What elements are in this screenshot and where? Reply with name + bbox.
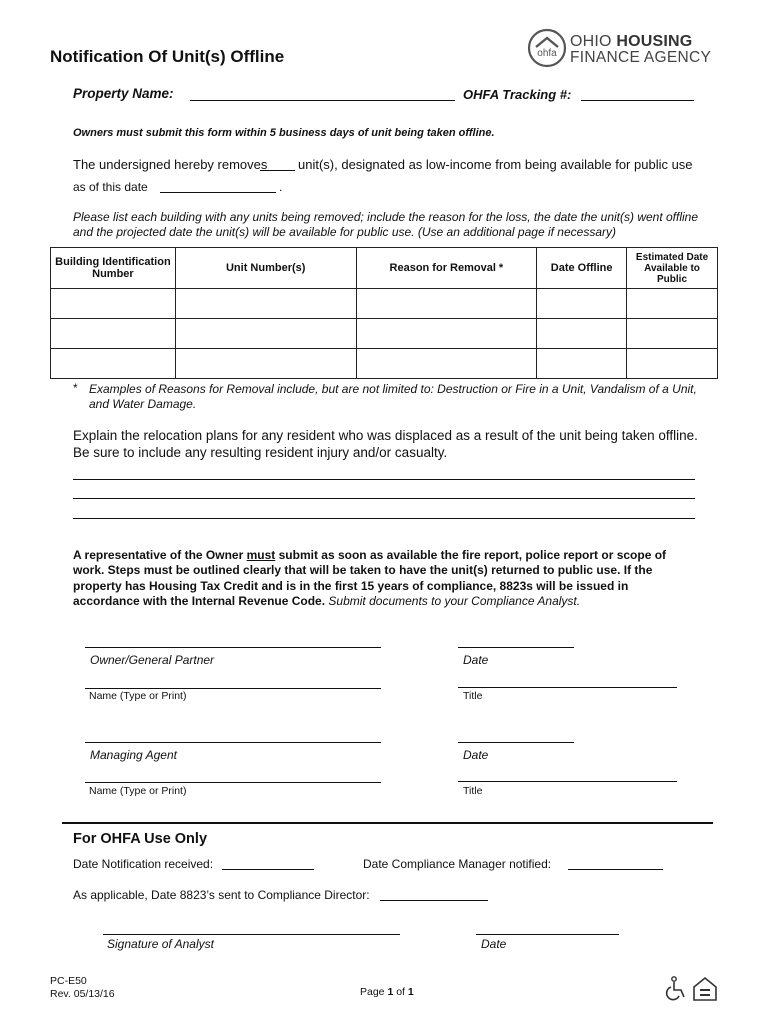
table-cell[interactable] (537, 349, 627, 379)
owner-signature-line[interactable] (85, 647, 381, 648)
table-row (51, 319, 718, 349)
owner-title-line[interactable] (458, 687, 677, 688)
table-cell[interactable] (537, 319, 627, 349)
deadline-note: Owners must submit this form within 5 business days of unit being taken offline. (73, 127, 495, 139)
owner-name-label: Name (Type or Print) (89, 690, 187, 702)
relocation-line[interactable] (73, 498, 695, 499)
revision-date: Rev. 05/13/16 (50, 988, 115, 1000)
page-number (360, 986, 414, 998)
date-compliance-manager-label: Date Compliance Manager notified: (363, 857, 552, 871)
table-cell[interactable] (627, 349, 718, 379)
owner-date-line[interactable] (458, 647, 574, 648)
period: . (279, 180, 283, 194)
analyst-signature-line[interactable] (103, 934, 400, 935)
section-divider (62, 822, 713, 824)
table-row (51, 349, 718, 379)
table-cell[interactable] (51, 289, 176, 319)
table-cell[interactable] (356, 319, 537, 349)
table-cell[interactable] (51, 319, 176, 349)
table-cell[interactable] (356, 289, 537, 319)
agent-name-line[interactable] (85, 782, 381, 783)
footer-codes (50, 975, 115, 1001)
column-header: Unit Number(s) (175, 248, 356, 289)
agent-label: Managing Agent (90, 748, 177, 762)
footer-icons (664, 975, 719, 1003)
table-row (51, 289, 718, 319)
rep-text-1: A representative of the Owner (73, 548, 247, 562)
representative-instructions (73, 548, 698, 609)
owner-name-line[interactable] (85, 688, 381, 689)
accessibility-icon (664, 975, 688, 1003)
agent-date-line[interactable] (458, 742, 574, 743)
table-cell[interactable] (175, 349, 356, 379)
removal-text-end: unit(s), designated as low-income from being available for public use (298, 157, 693, 172)
table-header-row (51, 248, 718, 289)
as-of-date-label: as of this date (73, 180, 148, 194)
property-name-label: Property Name: (73, 86, 174, 101)
tracking-label: OHFA Tracking #: (463, 87, 572, 102)
as-of-date-field[interactable] (160, 192, 276, 193)
table-cell[interactable] (356, 349, 537, 379)
owner-date-label: Date (463, 653, 489, 667)
page-current: 1 (387, 986, 394, 998)
logo-housing: HOUSING (616, 33, 693, 50)
logo-line-2: FINANCE AGENCY (570, 49, 712, 66)
analyst-date-label: Date (481, 937, 507, 951)
unit-count-field[interactable] (260, 170, 295, 171)
asterisk: * (73, 381, 78, 395)
form-code: PC-E50 (50, 975, 87, 987)
agent-name-label: Name (Type or Print) (89, 785, 187, 797)
ohfa-use-heading: For OHFA Use Only (73, 831, 208, 847)
property-name-field[interactable] (190, 100, 455, 101)
table-cell[interactable] (175, 319, 356, 349)
table-cell[interactable] (627, 319, 718, 349)
page-title: Notification Of Unit(s) Offline (50, 47, 285, 66)
column-header: Building Identification Number (51, 248, 176, 289)
removal-text-start: The undersigned hereby removes (73, 157, 268, 172)
ohfa-logo (527, 28, 727, 68)
owner-label: Owner/General Partner (90, 653, 215, 667)
column-header: Date Offline (537, 248, 627, 289)
owner-title-label: Title (463, 690, 483, 702)
agent-date-label: Date (463, 748, 489, 762)
date-8823-field[interactable] (380, 900, 488, 901)
page-of: of (393, 986, 408, 998)
agent-title-line[interactable] (458, 781, 677, 782)
date-8823-label: As applicable, Date 8823’s sent to Compliance Director: (73, 888, 370, 902)
table-cell[interactable] (175, 289, 356, 319)
units-table (50, 247, 718, 379)
ohfa-logo-icon (527, 28, 567, 68)
list-instructions: Please list each building with any units being removed; include the reason for the loss, the date the unit(s) went offline and the projected date the unit(s) will be available for public use. (Use an additional page if necessary) (73, 210, 699, 239)
equal-housing-icon (692, 976, 718, 1002)
logo-badge-text: ohfa (537, 48, 557, 59)
analyst-date-line[interactable] (476, 934, 619, 935)
date-notification-field[interactable] (222, 869, 314, 870)
page-total: 1 (407, 986, 414, 998)
agent-title-label: Title (463, 785, 483, 797)
date-compliance-manager-field[interactable] (568, 869, 663, 870)
analyst-signature-label: Signature of Analyst (107, 937, 214, 951)
relocation-line[interactable] (73, 518, 695, 519)
column-header: Reason for Removal * (356, 248, 537, 289)
relocation-line[interactable] (73, 479, 695, 480)
page-prefix: Page (360, 986, 388, 998)
rep-text-2: submit as soon as available the fire report, police report or scope of work. Steps must be outlined clearly that will be taken to have the unit(s) returned to public use. If the property has Housing Tax Credit and is in the first 15 years of compliance, 8823s will be issued in accordance with the Internal Revenue Code. (73, 548, 667, 608)
reasons-note: Examples of Reasons for Removal include, but are not limited to: Destruction or Fire in a Unit, Vandalism of a Unit, and Water Damage. (89, 382, 697, 411)
table-cell[interactable] (51, 349, 176, 379)
agent-signature-line[interactable] (85, 742, 381, 743)
rep-must: must (246, 548, 276, 562)
date-notification-label: Date Notification received: (73, 857, 214, 871)
rep-submit-note: Submit documents to your Compliance Analyst. (325, 593, 581, 608)
relocation-prompt: Explain the relocation plans for any resident who was displaced as a result of the unit being taken offline. Be sure to include any resulting resident injury and/or casualty. (73, 428, 698, 460)
logo-ohio: OHIO (570, 33, 617, 50)
column-header: Estimated Date Available to Public (627, 248, 718, 289)
table-cell[interactable] (537, 289, 627, 319)
tracking-number-field[interactable] (581, 100, 694, 101)
table-cell[interactable] (627, 289, 718, 319)
